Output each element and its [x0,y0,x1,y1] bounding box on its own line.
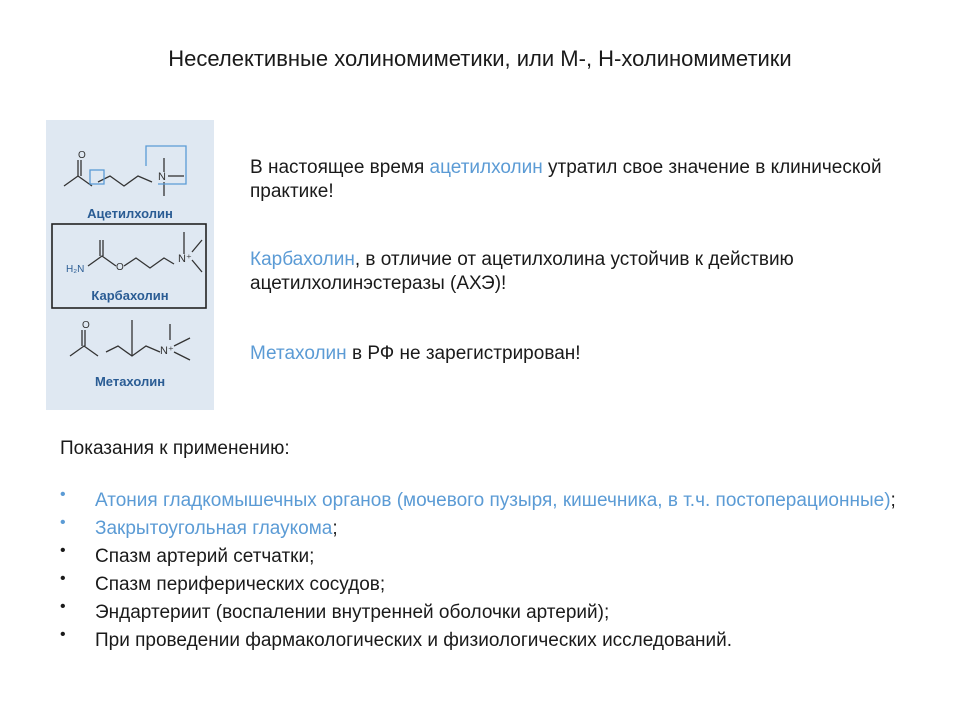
indication-item [60,570,940,596]
indication-suffix: ; [332,518,338,539]
bullet-icon: • [60,598,66,615]
drug-name-highlight: Карбахолин [250,249,355,270]
bullet-icon: • [60,486,66,503]
indication-text: При проведении фармакологических и физиологических исследований. [95,630,733,651]
methacholine-n-atom: N⁺ [160,345,174,357]
acetylcholine-n-atom: N [158,171,166,183]
carbachol-structure [88,232,202,272]
indication-text: Закрытоугольная глаукома [95,518,333,539]
carbachol-o-atom: O [116,262,124,273]
paragraph-methacholine [250,342,940,366]
drug-name-highlight: Метахолин [250,343,347,364]
paragraph-text: утратил свое значение в клинической практике! [250,157,882,202]
page-title: Неселективные холиномиметики, или М-, Н-холиномиметики [168,46,792,71]
indication-item [60,542,940,568]
paragraph-text: в РФ не зарегистрирован! [346,343,581,364]
bullet-icon: • [60,514,66,531]
methacholine-label: Метахолин [94,374,166,389]
indication-text: Эндартериит (воспалении внутренней оболочки артерий); [95,602,610,623]
indication-item [60,626,940,652]
methacholine-o-atom: O [82,320,90,331]
indication-item [60,486,940,512]
indication-text: Спазм периферических сосудов; [95,574,386,595]
indication-suffix: ; [890,490,896,511]
carbachol-n-atom: N⁺ [178,253,192,265]
paragraph-acetylcholine [250,156,940,204]
paragraph-text: В настоящее время [250,157,430,178]
bullet-icon: • [60,542,66,559]
indication-item [60,514,940,540]
indication-text: Атония гладкомышечных органов (мочевого пузыря, кишечника, в т.ч. постоперационные) [95,490,891,511]
bullet-icon: • [60,626,66,643]
acetylcholine-o-atom: O [78,150,86,161]
indications-title: Показания к применению: [60,438,290,459]
bullet-icon: • [60,570,66,587]
structures-panel [46,120,214,410]
paragraph-text: , в отличие от ацетилхолина устойчив к действию ацетилхолинэстеразы (АХЭ)! [250,249,794,294]
indication-item [60,598,940,624]
carbachol-label: Карбахолин [91,288,169,303]
indication-text: Спазм артерий сетчатки; [95,546,315,567]
acetylcholine-label: Ацетилхолин [87,206,173,221]
structures-svg [46,120,214,410]
carbachol-h2n-atom: H₂N [66,264,85,275]
drug-name-highlight: ацетилхолин [429,157,543,178]
paragraph-carbachol [250,248,940,296]
indications-list [60,486,940,658]
